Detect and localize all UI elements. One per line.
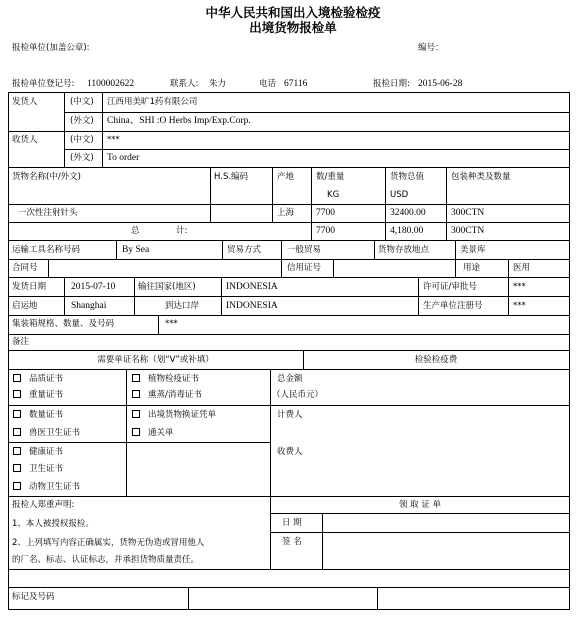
producer-reg-value: *** [513,301,526,311]
inspector-unit-label: 报检单位(加盖公章): [12,43,90,53]
shipper-cn-value: 江西用美旷1药有限公司 [107,97,198,107]
checkbox[interactable] [13,428,21,436]
date-label: 报检日期: [373,79,410,89]
hs-code-header: H.S.编码 [214,172,249,182]
shipper-en-value: China、SHI :O Herbs Imp/Exp.Corp. [107,116,251,126]
value-header: 货物总值 [390,172,425,182]
total-label-a: 总 [131,226,140,236]
marks-label: 标记及号码 [12,592,55,602]
usage-value: 医用 [513,263,531,273]
consignee-cn-value: *** [107,135,120,145]
checkbox[interactable] [132,374,140,382]
declaration-line-2: 2、上列填写内容正确属实，货物无伪造或冒用他人 [12,538,205,548]
origin-value: 上海 [277,208,295,218]
checkbox[interactable] [132,390,140,398]
lc-label: 信用证号 [287,263,322,273]
qty-unit: KG [327,190,340,200]
checkbox[interactable] [13,374,21,382]
consignee-cn-tag: (中文) [70,135,94,145]
origin-header: 产地 [277,172,295,182]
consignee-label: 收货人 [12,135,38,145]
shipper-en-tag: (外文) [70,116,94,126]
storage-label: 货物存放地点 [378,245,430,255]
cert-item[interactable]: 熏蒸/消毒证书 [132,390,202,401]
shipper-label: 发货人 [12,97,38,107]
cert-item[interactable]: 通关单 [132,428,174,439]
total-qty: 7700 [316,226,335,236]
phone-label: 电话 [259,79,277,89]
checkbox[interactable] [13,390,21,398]
storage-value: 美景库 [460,245,486,255]
total-label-b: 计: [176,226,188,236]
dest-country-label: 输往国家(地区) [138,282,196,292]
declaration-line-1: 1、本人被授权报检。 [12,519,94,529]
cert-item[interactable]: 重量证书 [13,390,63,401]
declaration-line-3: 的厂名、标志、认证标志，并承担货物质量责任。 [12,555,200,565]
ship-date-value: 2015-07-10 [71,282,116,292]
fee-header: 检验检疫费 [414,355,458,365]
cert-item[interactable]: 品质证书 [13,374,63,385]
declaration-title: 报检人郑重声明: [12,500,75,510]
depart-value: Shanghai [71,301,107,311]
cert-item[interactable]: 动物卫生证书 [13,482,80,493]
package-value: 300CTN [451,208,485,218]
checkbox[interactable] [13,410,21,418]
trade-mode-label: 贸易方式 [227,245,262,255]
cert-item[interactable]: 兽医卫生证书 [13,428,80,439]
container-label: 集装箱规格、数量、及号码 [12,319,115,329]
date-value: 2015-06-28 [418,79,463,89]
checkbox[interactable] [13,464,21,472]
contact-value: 朱力 [209,79,227,89]
total-package: 300CTN [451,226,485,236]
total-value: 4,180.00 [390,226,424,236]
producer-reg-label: 生产单位注册号 [423,301,483,311]
cert-item[interactable]: 卫生证书 [13,464,63,475]
checkbox[interactable] [13,447,21,455]
form-subtitle: 出境货物报检单 [249,20,337,35]
shipper-cn-tag: (中文) [70,97,94,107]
permit-value: *** [513,282,526,292]
checkbox[interactable] [13,482,21,490]
container-value: *** [165,319,178,329]
consignee-en-tag: (外文) [70,153,94,163]
reg-no-label: 报检单位登记号: [12,79,75,89]
phone-value: 67116 [284,79,308,89]
goods-name-header: 货物名称(中/外文) [12,172,81,182]
remarks-label: 备注 [12,337,30,347]
checkbox[interactable] [132,410,140,418]
receipt-title: 领 取 证 单 [398,500,442,510]
consignee-en-value: To order [107,153,140,163]
value-unit: USD [390,190,409,200]
ship-date-label: 发货日期 [12,282,47,292]
permit-label: 许可证/审批号 [423,282,477,292]
qty-weight-header: 数/重量 [316,172,345,182]
collector-label: 收费人 [277,447,303,457]
reg-no-value: 1100002622 [87,79,135,89]
cert-item[interactable]: 植物检疫证书 [132,374,199,385]
goods-name-value: 一次性注射针头 [18,208,78,218]
dest-country-value: INDONESIA [226,282,278,292]
arrive-port-label: 到达口岸 [165,301,200,311]
cert-item[interactable]: 健康证书 [13,447,63,458]
cert-item[interactable]: 数量证书 [13,410,63,421]
accountant-label: 计费人 [277,410,303,420]
value-value: 32400.00 [390,208,426,218]
contract-label: 合同号 [12,263,38,273]
currency-label: （人民币元） [272,390,324,400]
form-title: 中华人民共和国出入境检验检疫 [205,5,381,20]
number-label: 编号： [418,43,444,53]
receipt-date-label: 日 期 [282,518,302,528]
package-header: 包装种类及数量 [451,172,511,182]
qty-value: 7700 [316,208,335,218]
cert-item[interactable]: 出境货物换证凭单 [132,410,216,421]
contact-label: 联系人: [170,79,199,89]
transport-tool-value: By Sea [122,245,150,255]
usage-label: 用途 [463,263,481,273]
arrive-port-value: INDONESIA [226,301,278,311]
total-amount-label: 总金额 [277,374,303,384]
certs-header: 需要单证名称（划“V”或补填） [97,355,214,365]
depart-label: 启运地 [12,301,38,311]
checkbox[interactable] [132,428,140,436]
trade-mode-value: 一般贸易 [287,245,322,255]
transport-tool-label: 运输工具名称号码 [12,245,81,255]
receipt-sign-label: 签 名 [282,537,302,547]
